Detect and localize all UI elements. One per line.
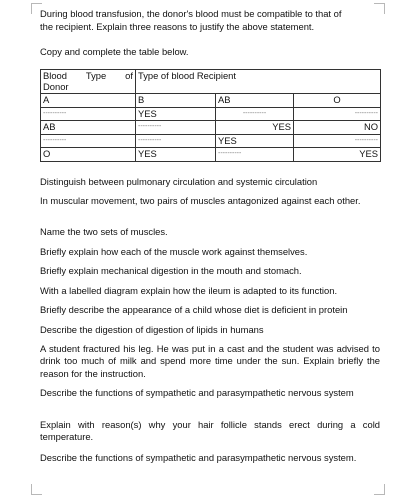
question-text: Describe the functions of sympathetic and parasympathetic nervous system bbox=[40, 387, 354, 398]
header-donor-word-2: Type bbox=[85, 70, 107, 81]
header-donor-word-1: Blood bbox=[43, 70, 67, 81]
table-cell: ---------- bbox=[294, 107, 381, 121]
question-text: Describe the digestion of digestion of lipids in humans bbox=[40, 324, 264, 335]
table-header-row bbox=[41, 70, 381, 94]
table-row bbox=[41, 94, 381, 108]
header-donor-cell bbox=[41, 70, 136, 94]
table-cell: YES bbox=[136, 107, 216, 121]
question-text: Briefly explain mechanical digestion in the mouth and stomach. bbox=[40, 265, 302, 276]
table-cell: NO bbox=[294, 121, 381, 135]
table-cell: YES bbox=[136, 148, 216, 162]
header-donor-word-4: Donor bbox=[43, 80, 69, 92]
table-cell: YES bbox=[294, 148, 381, 162]
table-cell: O bbox=[294, 94, 381, 108]
table-cell: B bbox=[136, 94, 216, 108]
table-cell: YES bbox=[216, 121, 294, 135]
table-cell: ---------- bbox=[136, 134, 216, 148]
table-row bbox=[41, 148, 381, 162]
crop-mark-bottom-left bbox=[31, 484, 42, 495]
intro-line-2: the recipient. Explain three reasons to justify the above statement. bbox=[40, 21, 315, 32]
question-text: With a labelled diagram explain how the ileum is adapted to its function. bbox=[40, 285, 338, 296]
question-text: Distinguish between pulmonary circulation and systemic circulation bbox=[40, 176, 318, 187]
header-donor-word-3: of bbox=[125, 70, 133, 81]
table-instruction: Copy and complete the table below. bbox=[40, 46, 189, 57]
crop-mark-bottom-right bbox=[374, 484, 385, 495]
blood-compatibility-table bbox=[40, 69, 381, 162]
intro-line-1: During blood transfusion, the donor's blood must be compatible to that of bbox=[40, 8, 342, 19]
table-cell: AB bbox=[41, 121, 136, 135]
question-text: Name the two sets of muscles. bbox=[40, 226, 168, 237]
question-text: Describe the functions of sympathetic and parasympathetic nervous system. bbox=[40, 452, 357, 463]
question-text: In muscular movement, two pairs of muscles antagonized against each other. bbox=[40, 195, 361, 206]
table-cell: A bbox=[41, 94, 136, 108]
table-cell: ---------- bbox=[41, 107, 136, 121]
table-row bbox=[41, 107, 381, 121]
question-text: Briefly describe the appearance of a child whose diet is deficient in protein bbox=[40, 304, 348, 315]
header-recipient-cell: Type of blood Recipient bbox=[136, 70, 381, 94]
question-text: Explain with reason(s) why your hair follicle stands erect during a cold temperature. bbox=[40, 419, 380, 443]
table-row bbox=[41, 121, 381, 135]
table-cell: ---------- bbox=[136, 121, 216, 135]
table-row bbox=[41, 134, 381, 148]
question-text: A student fractured his leg. He was put in a cast and the student was advised to drink too much of milk and spend more time under the sun. Explain briefly the reason for the instruction. bbox=[40, 343, 380, 379]
table-cell: O bbox=[41, 148, 136, 162]
table-cell: ---------- bbox=[216, 107, 294, 121]
table-cell: YES bbox=[216, 134, 294, 148]
table-cell: AB bbox=[216, 94, 294, 108]
table-cell: ---------- bbox=[41, 134, 136, 148]
table-cell: ---------- bbox=[294, 134, 381, 148]
question-text: Briefly explain how each of the muscle work against themselves. bbox=[40, 246, 308, 257]
table-cell: ---------- bbox=[216, 148, 294, 162]
